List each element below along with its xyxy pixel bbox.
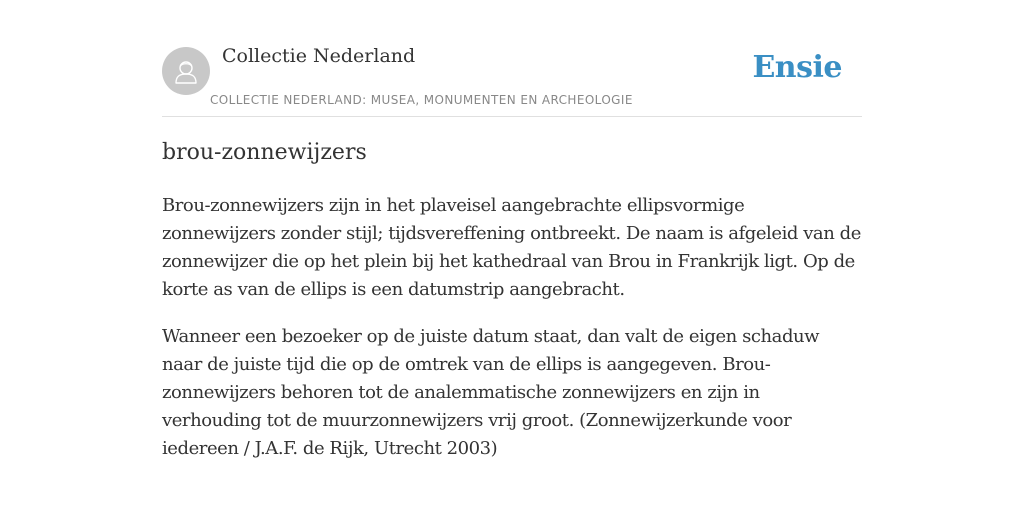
article-header bbox=[162, 0, 862, 117]
author-name-link[interactable]: Collectie Nederland bbox=[222, 45, 416, 67]
article-body bbox=[162, 192, 862, 482]
user-silhouette-icon bbox=[162, 47, 210, 95]
brand-logo[interactable]: Ensie bbox=[752, 50, 842, 85]
article-paragraph: Brou-zonnewijzers zijn in het plaveisel aangebrachte ellipsvormige zonnewijzers zonder stijl; tijdsvereffening ontbreekt. De naam is afgeleid van de zonnewijzer die op het plein bij het kathedraal van Brou in Frankrijk ligt. Op de korte as van de ellips is een datumstrip aangebracht. bbox=[162, 195, 861, 300]
source-link[interactable]: COLLECTIE NEDERLAND: MUSEA, MONUMENTEN EN ARCHEOLOGIE bbox=[210, 93, 633, 107]
article-container bbox=[162, 0, 862, 459]
article-title: brou-zonnewijzers bbox=[162, 140, 367, 165]
avatar[interactable] bbox=[162, 47, 210, 95]
article-paragraph: Wanneer een bezoeker op de juiste datum staat, dan valt de eigen schaduw naar de juiste tijd die op de omtrek van de ellips is aangegeven. Brou-zonnewijzers behoren tot de analemmatische zonnewijzers en zijn in verhouding tot de muurzonnewijzers vrij groot. (Zonnewijzerkunde voor iedereen / J.A.F. de Rijk, Utrecht 2003) bbox=[162, 326, 820, 459]
